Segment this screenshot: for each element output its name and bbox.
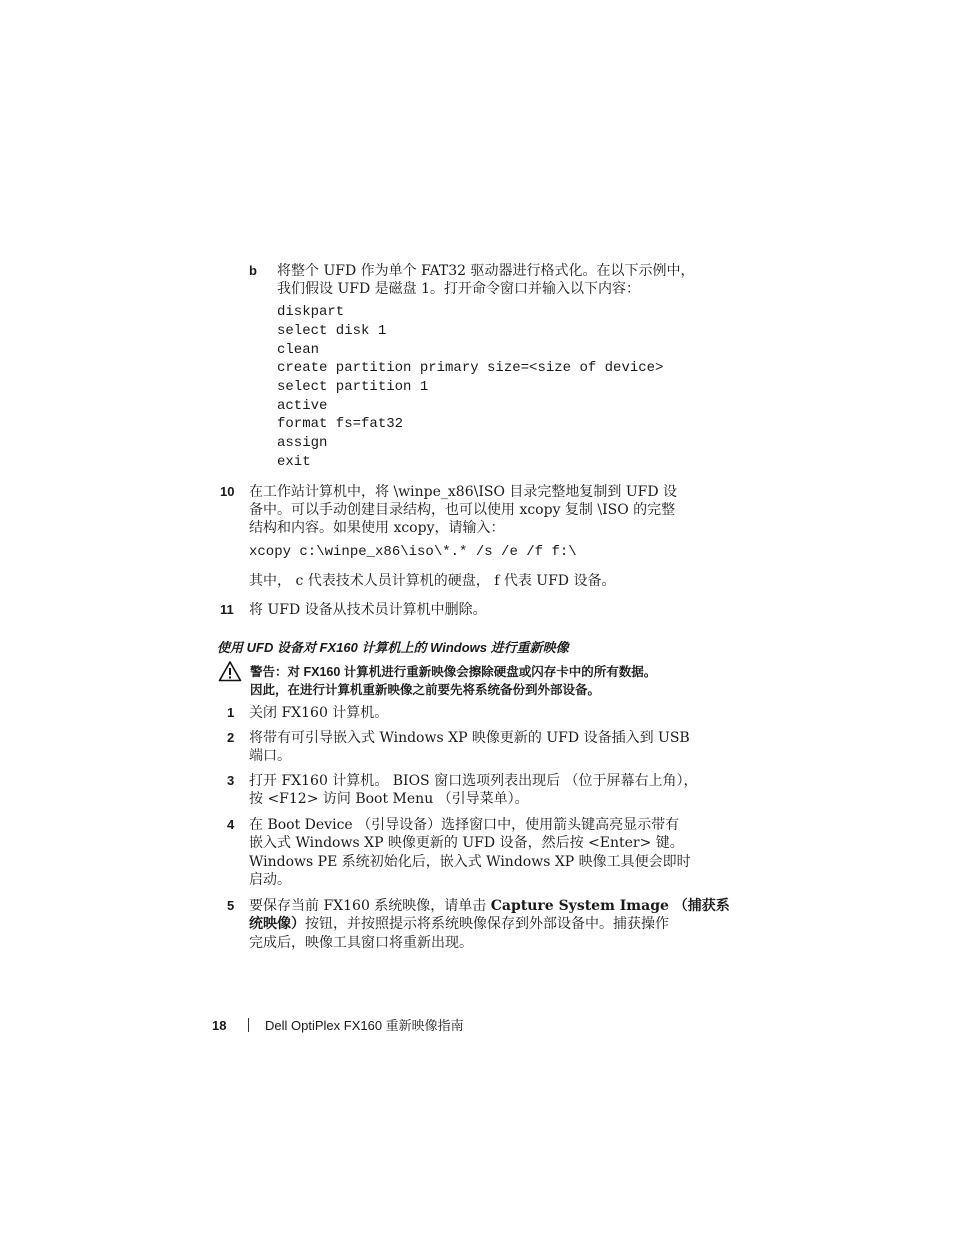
step-5-text-plain: 按钮，并按照提示将系统映像保存到外部设备中。捕获操作 xyxy=(305,916,669,932)
footer-page-number: 18 xyxy=(212,1018,227,1033)
code-line: exit xyxy=(277,454,311,470)
step-10-text-line-1: 在工作站计算机中，将 \winpe_x86\ISO 目录完整地复制到 UFD 设 xyxy=(249,484,678,500)
step-10-text-line-3: 结构和内容。如果使用 xcopy，请输入： xyxy=(249,520,505,536)
capture-system-image-label: Capture System Image （捕获系 xyxy=(490,898,730,914)
code-line: clean xyxy=(277,342,320,358)
code-line: format fs=fat32 xyxy=(277,416,404,432)
step-1-number: 1 xyxy=(227,705,235,720)
step-11-text: 将 UFD 设备从技术员计算机中删除。 xyxy=(249,602,487,618)
section-heading: 使用 UFD 设备对 FX160 计算机上的 Windows 进行重新映像 xyxy=(217,640,569,655)
warning-icon xyxy=(218,660,242,682)
warning-text-line-2: 因此，在进行计算机重新映像之前要先将系统备份到外部设备。 xyxy=(250,683,601,697)
step-4-text-line-4: 启动。 xyxy=(249,872,291,888)
step-b-marker: b xyxy=(249,263,257,278)
warning-text-line-1: 警告：对 FX160 计算机进行重新映像会擦除硬盘或闪存卡中的所有数据。 xyxy=(250,665,657,679)
step-4-text-line-1: 在 Boot Device （引导设备）选择窗口中，使用箭头键高亮显示带有 xyxy=(249,817,680,833)
footer-divider xyxy=(248,1018,249,1032)
step-2-text-line-1: 将带有可引导嵌入式 Windows XP 映像更新的 UFD 设备插入到 USB xyxy=(249,730,690,746)
step-3-number: 3 xyxy=(227,773,235,788)
step-b-text-line-2: 我们假设 UFD 是磁盘 1。打开命令窗口并输入以下内容： xyxy=(277,281,640,297)
step-5-text-line-2 xyxy=(249,915,669,933)
step-2-number: 2 xyxy=(227,730,235,745)
code-line: select partition 1 xyxy=(277,379,429,395)
step-5-text-plain: 要保存当前 FX160 系统映像，请单击 xyxy=(249,898,491,914)
step-3-text-line-2: 按 <F12> 访问 Boot Menu （引导菜单）。 xyxy=(249,791,529,807)
step-5-number: 5 xyxy=(227,898,235,913)
code-line: diskpart xyxy=(277,304,345,320)
step-1-text: 关闭 FX160 计算机。 xyxy=(249,705,389,721)
step-2-text-line-2: 端口。 xyxy=(249,748,291,764)
step-10-code: xcopy c:\winpe_x86\iso\*.* /s /e /f f:\ xyxy=(249,544,577,560)
capture-system-image-label-cont: 统映像） xyxy=(249,916,305,932)
step-10-number: 10 xyxy=(220,484,235,499)
step-3-text-line-1: 打开 FX160 计算机。 BIOS 窗口选项列表出现后 （位于屏幕右上角）， xyxy=(249,773,698,789)
code-line: assign xyxy=(277,435,328,451)
code-line: select disk 1 xyxy=(277,323,387,339)
step-4-number: 4 xyxy=(227,817,235,832)
step-5-text-line-3: 完成后，映像工具窗口将重新出现。 xyxy=(249,935,473,951)
step-10-note: 其中， c 代表技术人员计算机的硬盘， f 代表 UFD 设备。 xyxy=(249,573,616,589)
code-line: active xyxy=(277,398,328,414)
footer-title: Dell OptiPlex FX160 重新映像指南 xyxy=(265,1018,464,1033)
code-line: create partition primary size=<size of device> xyxy=(277,360,664,376)
step-5-text-line-1 xyxy=(249,897,730,915)
step-4-text-line-2: 嵌入式 Windows XP 映像更新的 UFD 设备，然后按 <Enter> 键。 xyxy=(249,835,684,851)
step-11-number: 11 xyxy=(220,602,234,617)
step-10-text-line-2: 备中。可以手动创建目录结构，也可以使用 xcopy 复制 \ISO 的完整 xyxy=(249,502,676,518)
step-b-text-line-1: 将整个 UFD 作为单个 FAT32 驱动器进行格式化。在以下示例中， xyxy=(277,263,695,279)
step-4-text-line-3: Windows PE 系统初始化后，嵌入式 Windows XP 映像工具便会即时 xyxy=(249,854,691,870)
